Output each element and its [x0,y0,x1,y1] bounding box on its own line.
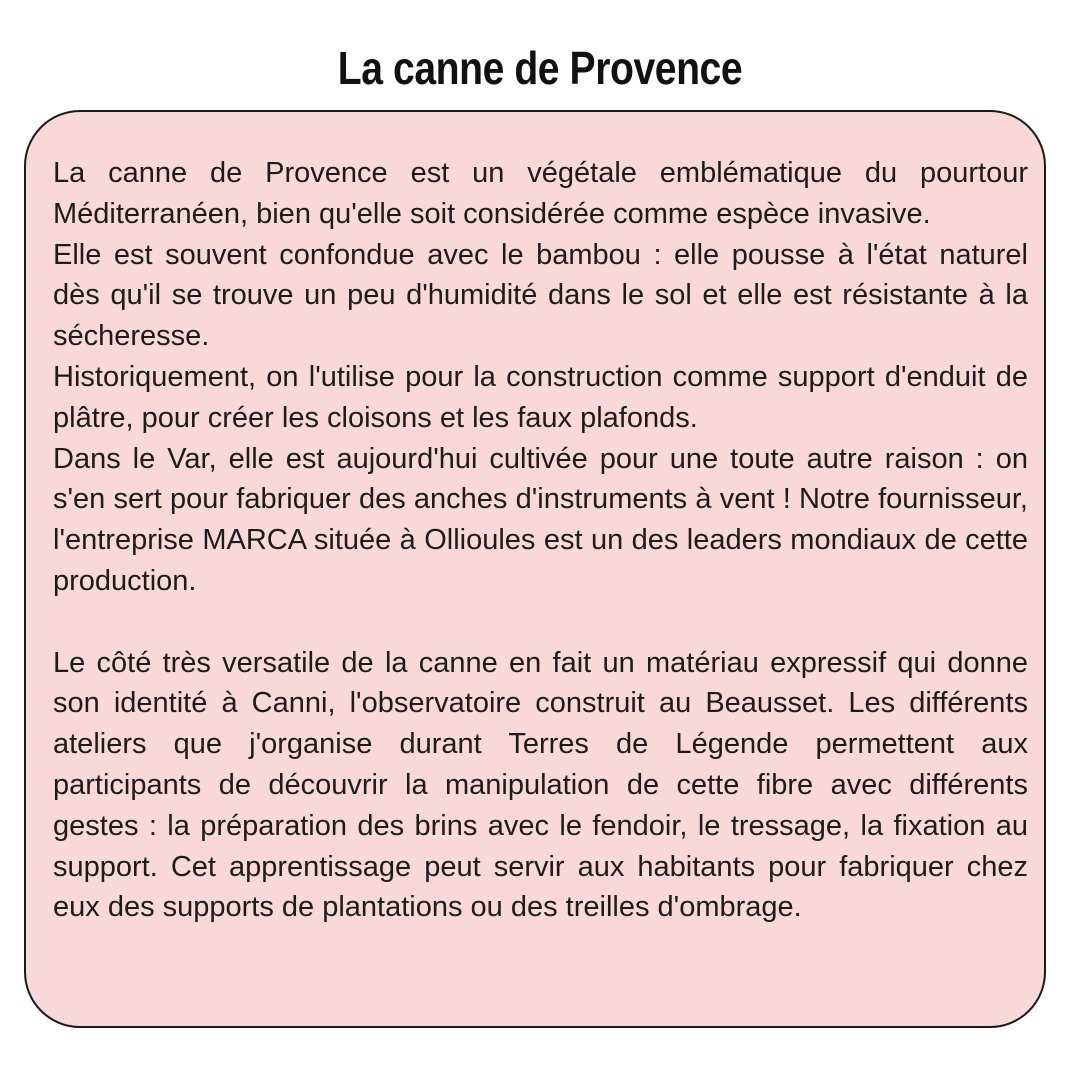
paragraph-history: Historiquement, on l'utilise pour la construction comme support d'enduit de plâtre, pour créer les cloisons et les faux plafonds. [53,360,1028,434]
page-title: La canne de Provence [337,42,743,94]
paragraph-var: Dans le Var, elle est aujourd'hui cultivée pour une toute autre raison : on s'en sert pour fabriquer des anches d'instruments à vent ! Notre fournisseur, l'entreprise MARCA située à Ollioules est un des leaders mondiaux de cette production. [53,442,1028,597]
paragraph-intro: La canne de Provence est un végétale emblématique du pourtour Méditerranéen, bien qu'elle soit considérée comme espèce invasive. [53,157,1028,230]
content-card [24,110,1046,1028]
paragraph-workshops: Le côté très versatile de la canne en fait un matériau expressif qui donne son identité à Canni, l'observatoire construit au Beausset. Les différents ateliers que j'organise durant Terres de Légende permettent aux participants de découvrir la manipulation de cette fibre avec différents gestes : la préparation des brins avec le fendoir, le tressage, la fixation au support. Cet apprentissage peut servir aux habitants pour fabriquer chez eux des supports de plantations ou des treilles d'ombrage. [53,646,1028,924]
paragraph-bamboo: Elle est souvent confondue avec le bambou : elle pousse à l'état naturel dès qu'il se trouve un peu d'humidité dans le sol et elle est résistante à la sécheresse. [53,238,1028,353]
